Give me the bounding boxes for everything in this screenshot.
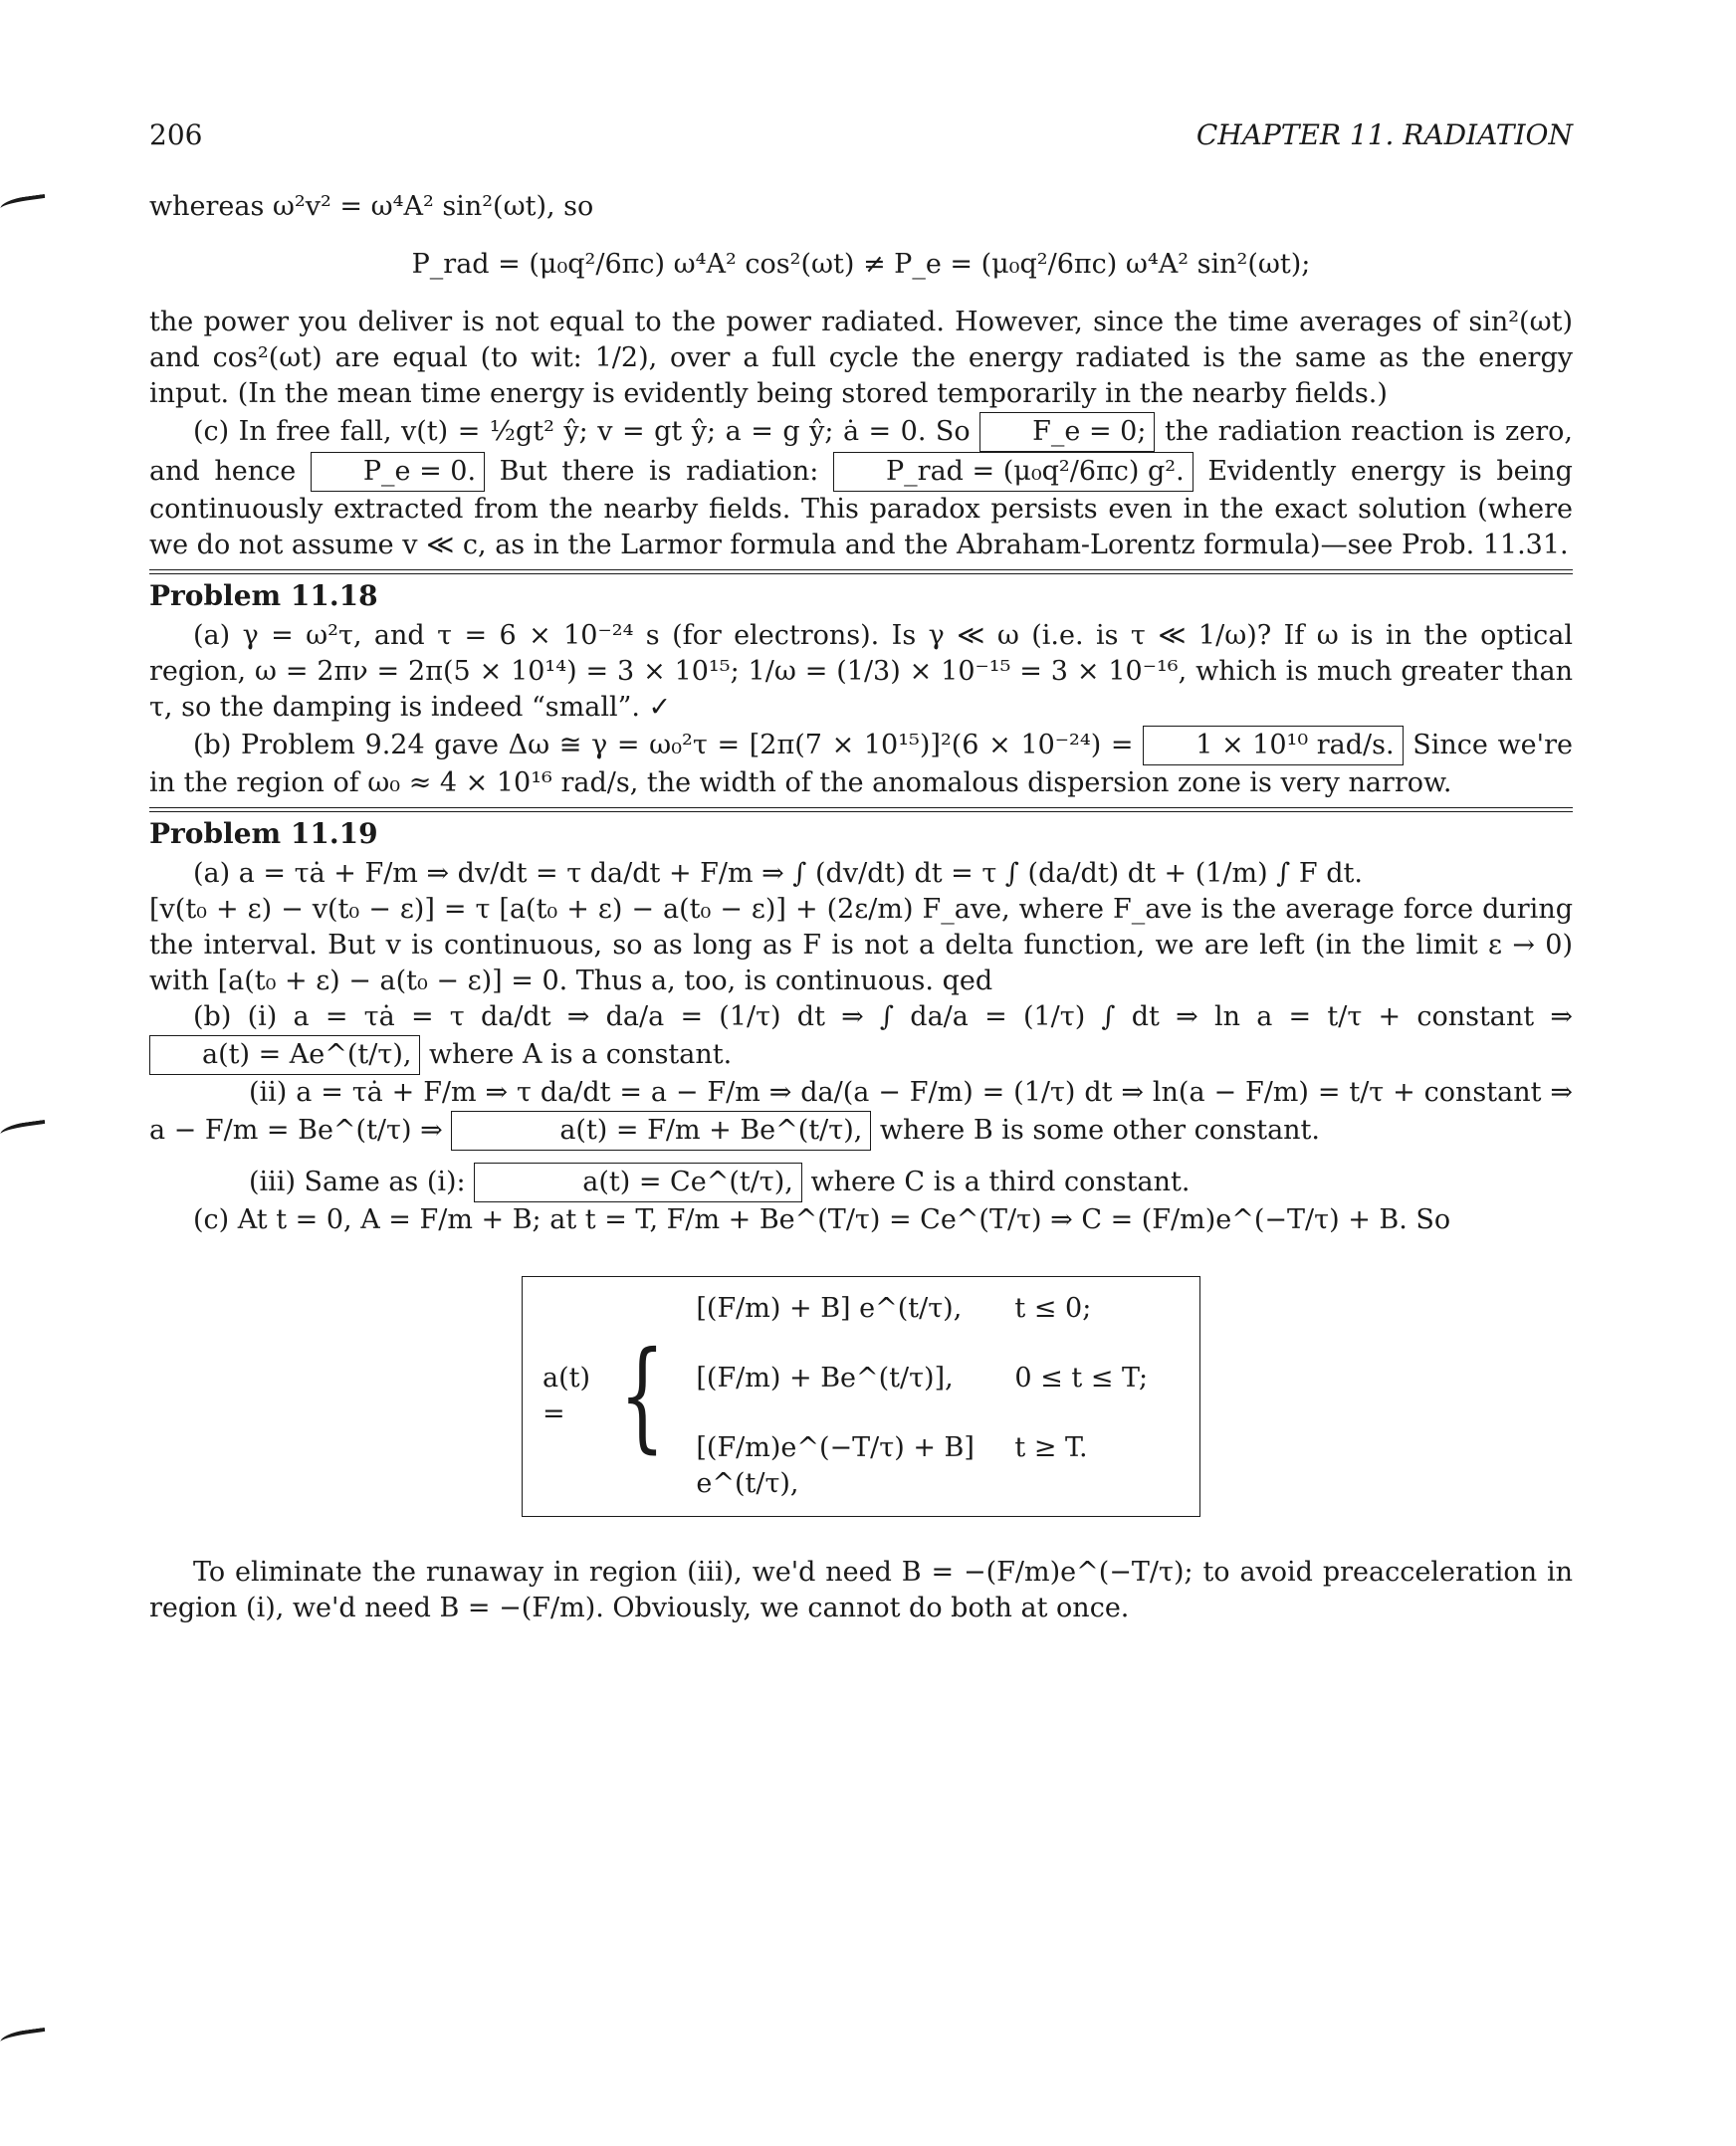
free-fall-text-d: Evidently energy is being continuously extracted from the nearby fields. This paradox persists even in the exact solution (where we do not assume v ≪ c, as in the Larmor formula and the Abraham-Lorentz formula)—see Prob. 11.31.	[149, 456, 1573, 560]
free-fall-text-a: (c) In free fall, v(t) = ½gt² ŷ; v = gt ŷ; a = g ŷ; ȧ = 0. So	[193, 416, 971, 447]
boxed-a-of-t-ii: a(t) = F/m + Be^(t/τ),	[451, 1111, 871, 1151]
scan-mark-bottom	[0, 2028, 47, 2047]
paragraph-free-fall	[149, 412, 1573, 563]
piecewise-condition: t ≤ 0;	[1014, 1293, 1092, 1324]
free-fall-text-c: But there is radiation:	[499, 456, 819, 487]
left-brace: {	[619, 1327, 666, 1465]
problem-11-18-part-a: (a) γ = ω²τ, and τ = 6 × 10⁻²⁴ s (for electrons). Is γ ≪ ω (i.e. is τ ≪ 1/ω)? If ω is in the optical region, ω = 2πν = 2π(5 × 10¹⁴) = 3 × 10¹⁵; 1/ω = (1/3) × 10⁻¹⁵ = 3 × 10⁻¹⁶, which is much greater than τ, so the damping is indeed “small”. ✓	[149, 620, 1573, 723]
boxed-fe-zero: F_e = 0;	[979, 412, 1155, 452]
problem-divider	[149, 569, 1573, 574]
part-b-iii-text: (iii) Same as (i):	[249, 1167, 466, 1197]
paragraph-whereas: whereas ω²v² = ω⁴A² sin²(ωt), so	[149, 191, 594, 222]
part-b-ii-end: where B is some other constant.	[879, 1115, 1320, 1146]
piecewise-row	[696, 1430, 1194, 1502]
paragraph-power-delivered: the power you deliver is not equal to the power radiated. However, since the time averages of sin²(ωt) and cos²(ωt) are equal (to wit: 1/2), over a full cycle the energy radiated is the same as the energy input. (In the mean time energy is evidently being stored temporarily in the nearby fields.)	[149, 307, 1573, 409]
problem-11-19-title: Problem 11.19	[149, 817, 378, 850]
problem-11-19-part-c: (c) At t = 0, A = F/m + B; at t = T, F/m + Be^(T/τ) = Ce^(T/τ) ⇒ C = (F/m)e^(−T/τ) + B. So	[193, 1204, 1451, 1235]
piecewise-solution-box	[522, 1276, 1200, 1517]
piecewise-rows	[696, 1291, 1194, 1502]
piecewise-condition: 0 ≤ t ≤ T;	[1014, 1363, 1149, 1394]
part-b-i-text: (b) (i) a = τȧ = τ da/dt ⇒ da/a = (1/τ) dt ⇒ ∫ da/a = (1/τ) ∫ dt ⇒ ln a = t/τ + constant ⇒	[193, 1001, 1573, 1032]
chapter-title: CHAPTER 11. RADIATION	[1195, 118, 1573, 151]
boxed-pe-zero: P_e = 0.	[311, 452, 485, 492]
page-number: 206	[149, 118, 203, 151]
part-b-text-1: (b) Problem 9.24 gave Δω ≅ γ = ω₀²τ = [2π(7 × 10¹⁵)]²(6 × 10⁻²⁴) =	[193, 730, 1134, 760]
problem-11-18-title: Problem 11.18	[149, 579, 378, 612]
piecewise-lhs: a(t) =	[542, 1363, 591, 1429]
document-page	[149, 117, 1573, 1626]
free-fall-text-b: the radiation reaction is zero, and hence	[149, 416, 1573, 487]
piecewise-row	[696, 1291, 1194, 1327]
part-b-text-2: Since we're in the region of ω₀ ≈ 4 × 10¹⁶ rad/s, the width of the anomalous dispersion zone is very narrow.	[149, 730, 1573, 798]
part-b-i-end: where A is a constant.	[429, 1039, 733, 1070]
problem-divider	[149, 807, 1573, 812]
boxed-a-of-t-i: a(t) = Ae^(t/τ),	[149, 1035, 420, 1075]
paragraph-conclusion: To eliminate the runaway in region (iii), we'd need B = −(F/m)e^(−T/τ); to avoid preacceleration in region (i), we'd need B = −(F/m). Obviously, we cannot do both at once.	[149, 1557, 1573, 1623]
boxed-delta-omega: 1 × 10¹⁰ rad/s.	[1143, 726, 1403, 765]
piecewise-expression: [(F/m) + B] e^(t/τ),	[696, 1293, 963, 1324]
problem-11-19-part-b-ii	[149, 1075, 1573, 1151]
problem-11-19-part-a-equation: (a) a = τȧ + F/m ⇒ dv/dt = τ da/dt + F/m ⇒ ∫ (dv/dt) dt = τ ∫ (da/dt) dt + (1/m) ∫ F dt.	[193, 858, 1363, 889]
problem-11-19-part-b-i	[149, 999, 1573, 1075]
boxed-a-of-t-iii: a(t) = Ce^(t/τ),	[474, 1163, 802, 1202]
piecewise-row	[696, 1361, 1194, 1396]
equation-power: P_rad = (μ₀q²/6πc) ω⁴A² cos²(ωt) ≠ P_e = (μ₀q²/6πc) ω⁴A² sin²(ωt);	[411, 249, 1311, 280]
problem-11-18-part-b	[149, 726, 1573, 801]
problem-11-19-part-b-iii	[149, 1163, 1573, 1202]
boxed-prad: P_rad = (μ₀q²/6πc) g².	[833, 452, 1194, 492]
scan-mark-top	[0, 194, 47, 214]
piecewise-condition: t ≥ T.	[1014, 1432, 1088, 1463]
problem-11-19-part-a-text: [v(t₀ + ε) − v(t₀ − ε)] = τ [a(t₀ + ε) − a(t₀ − ε)] + (2ε/m) F_ave, where F_ave is the average force during the interval. But v is continuous, so as long as F is not a delta function, we are left (in the limit ε → 0) with [a(t₀ + ε) − a(t₀ − ε)] = 0. Thus a, too, is continuous. qed	[149, 894, 1573, 996]
piecewise-expression: [(F/m) + Be^(t/τ)],	[696, 1363, 954, 1394]
piecewise-expression: [(F/m)e^(−T/τ) + B] e^(t/τ),	[696, 1432, 975, 1499]
page-header	[149, 117, 1573, 153]
scan-mark-middle	[0, 1120, 47, 1140]
part-b-ii-text: (ii) a = τȧ + F/m ⇒ τ da/dt = a − F/m ⇒ da/(a − F/m) = (1/τ) dt ⇒ ln(a − F/m) = t/τ + constant ⇒ a − F/m = Be^(t/τ) ⇒	[149, 1077, 1573, 1146]
part-b-iii-end: where C is a third constant.	[810, 1167, 1191, 1197]
